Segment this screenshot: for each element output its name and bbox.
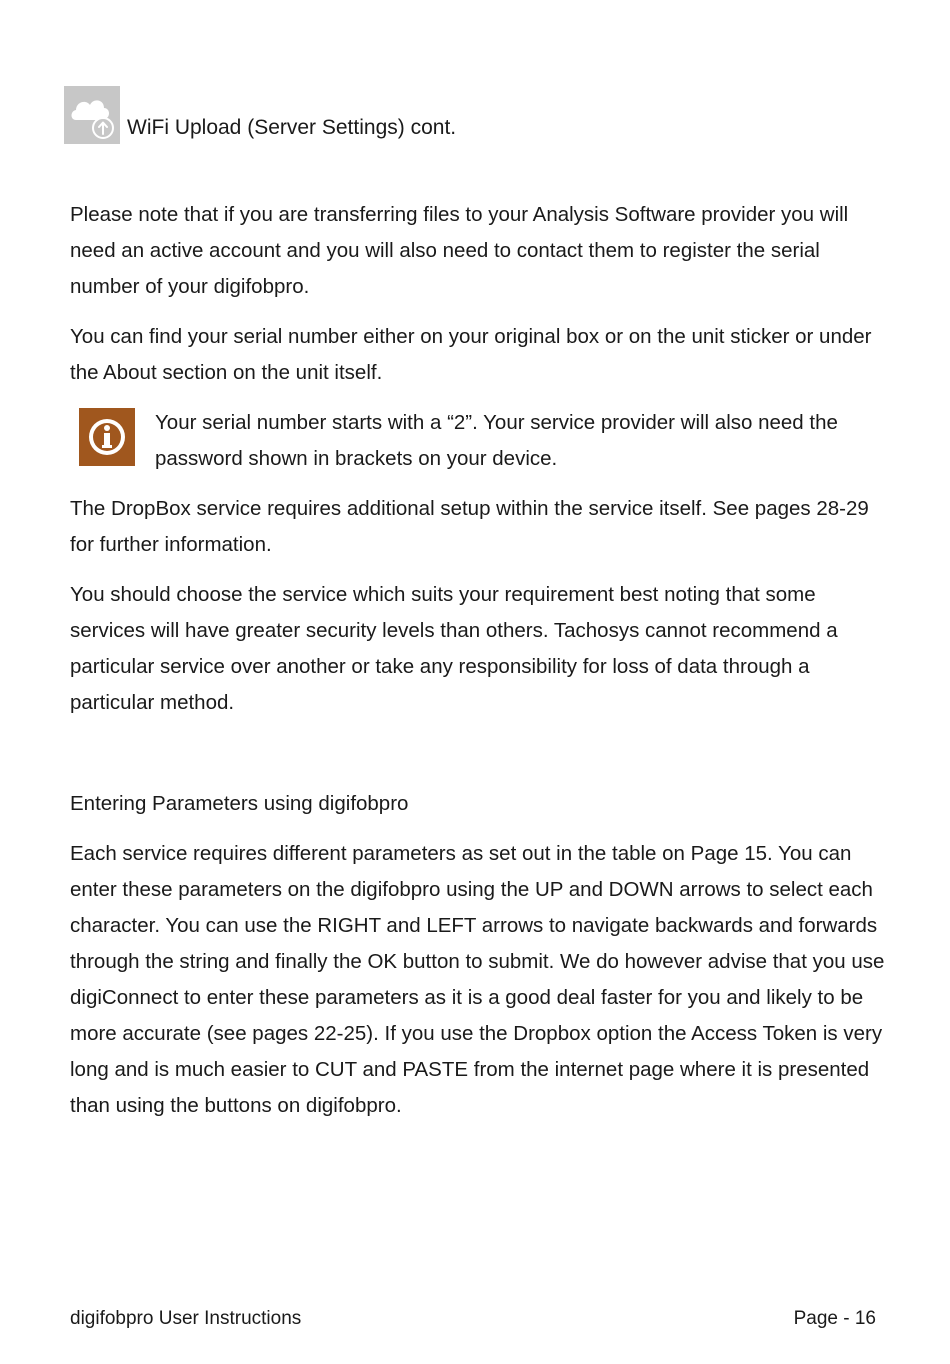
info-note-text: Your serial number starts with a “2”. Your service provider will also need the password shown in brackets on your device. — [155, 411, 838, 470]
paragraph-dropbox-setup: The DropBox service requires additional setup within the service itself. See pages 28-29 for further information. — [70, 497, 869, 556]
paragraph-serial-location: You can find your serial number either on your original box or on the unit sticker or under the About section on the unit itself. — [70, 325, 872, 384]
section-heading: Entering Parameters using digifobpro — [70, 792, 409, 815]
cloud-upload-icon — [64, 86, 120, 144]
paragraph-entering-parameters: Each service requires different parameters as set out in the table on Page 15. You can enter these parameters on the digifobpro using the UP and DOWN arrows to select each character. You can use the RIGHT and LEFT arrows to navigate backwards and forwards through the string and finally the OK button to submit. We do however advise that you use digiConnect to enter these parameters as it is a good deal faster for you and likely to be more accurate (see pages 22-25). If you use the Dropbox option the Access Token is very long and is much easier to CUT and PASTE from the internet page where it is presented than using the buttons on digifobpro. — [70, 842, 885, 1117]
footer-document-title: digifobpro User Instructions — [70, 1308, 302, 1329]
paragraph-service-choice: You should choose the service which suits your requirement best noting that some services will have greater security levels than others. Tachosys cannot recommend a particular service over another or take any responsibility for loss of data through a particular method. — [70, 583, 838, 714]
section-header — [64, 86, 456, 144]
info-note — [79, 405, 885, 477]
paragraph-account-note: Please note that if you are transferring files to your Analysis Software provider you will need an active account and you will also need to contact them to register the serial number of your digifobpro. — [70, 203, 849, 298]
footer-page-number: Page - 16 — [793, 1308, 876, 1329]
info-icon — [79, 408, 135, 466]
page-title: WiFi Upload (Server Settings) cont. — [127, 116, 457, 139]
